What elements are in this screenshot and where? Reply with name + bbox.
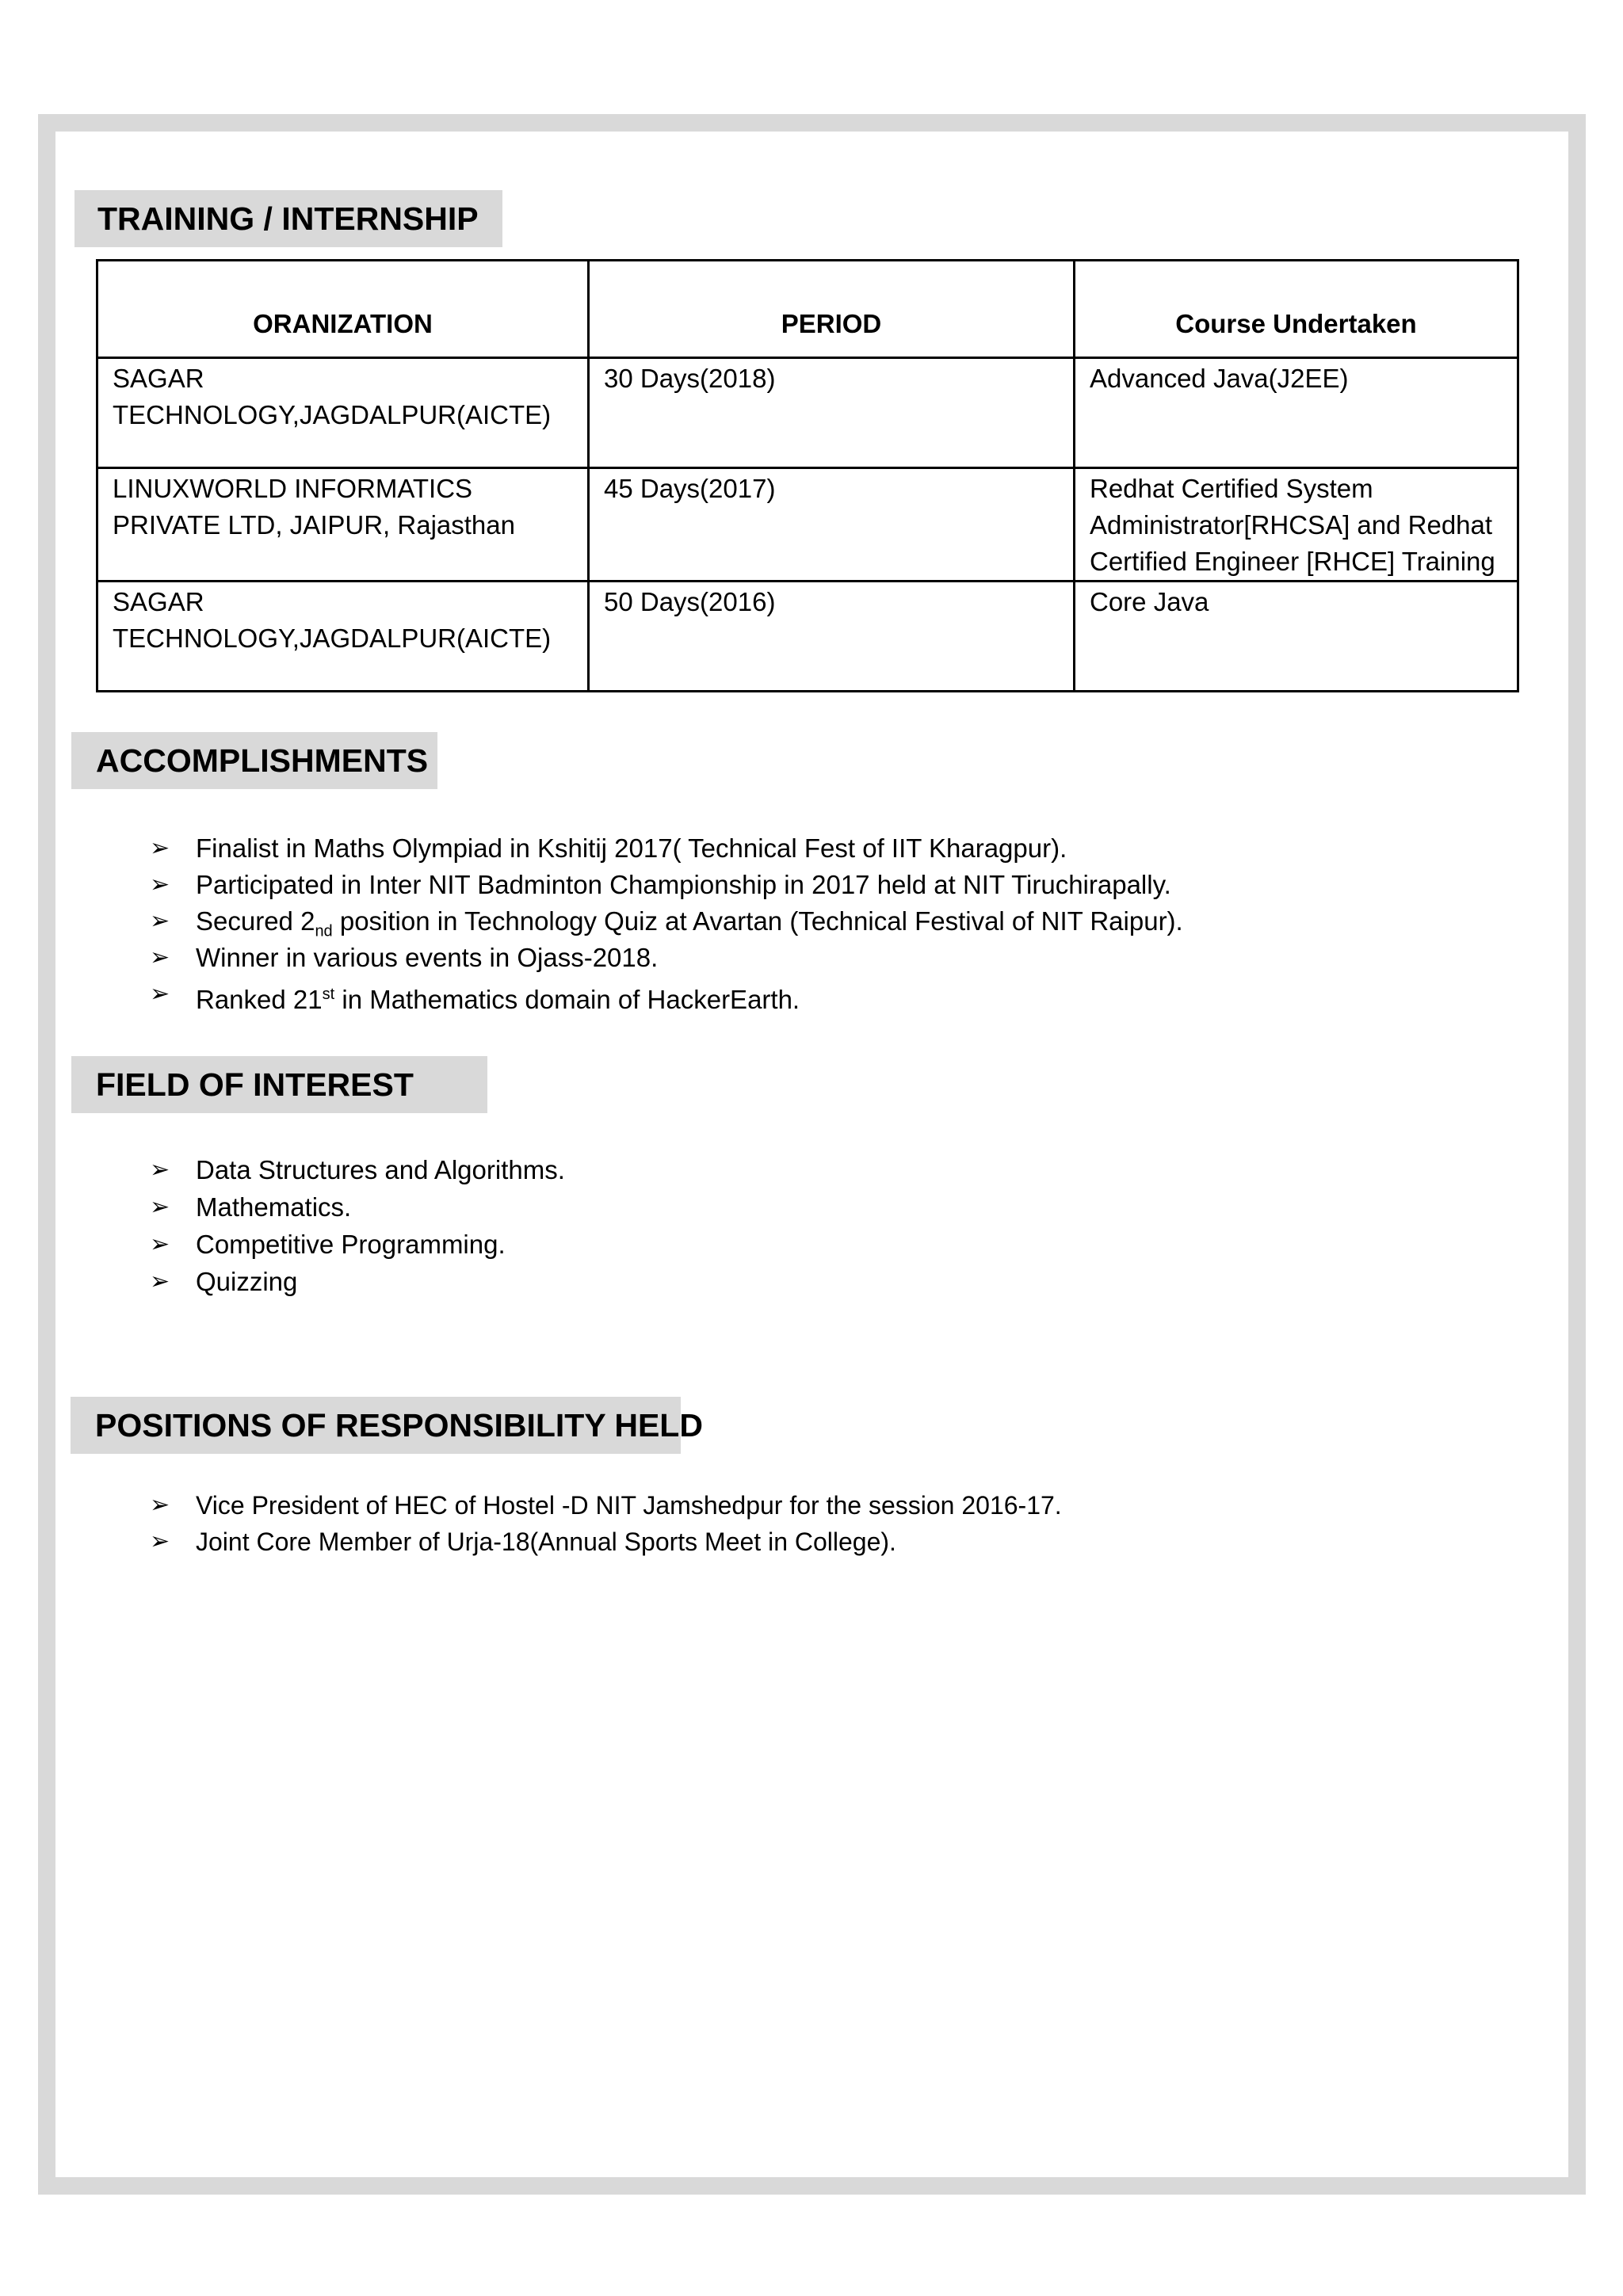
list-item <box>150 1263 565 1300</box>
list-item-text-post: in Mathematics domain of HackerEarth. <box>334 985 800 1014</box>
list-item-text: Finalist in Maths Olympiad in Kshitij 2017( Technical Fest of IIT Kharagpur). <box>196 833 1067 863</box>
arrow-bullet-icon: ➢ <box>150 1231 170 1257</box>
list-item-text: Joint Core Member of Urja-18(Annual Sports Meet in College). <box>196 1527 896 1556</box>
cell-course: Redhat Certified System Administrator[RHCSA] and Redhat Certified Engineer [RHCE] Training <box>1075 468 1518 582</box>
arrow-bullet-icon: ➢ <box>150 871 170 898</box>
list-item <box>150 1188 565 1226</box>
list-item <box>150 940 1183 976</box>
table-row <box>97 358 1518 468</box>
cell-course: Core Java <box>1075 582 1518 692</box>
section-title-positions: POSITIONS OF RESPONSIBILITY HELD <box>71 1397 681 1454</box>
list-item <box>150 867 1183 903</box>
list-item-text-pre: Secured 2 <box>196 906 315 936</box>
arrow-bullet-icon: ➢ <box>150 1528 170 1554</box>
list-item-text: Data Structures and Algorithms. <box>196 1155 565 1184</box>
list-item-text: Quizzing <box>196 1267 298 1296</box>
arrow-bullet-icon: ➢ <box>150 944 170 971</box>
list-item-text: Competitive Programming. <box>196 1230 506 1259</box>
accomplishments-list <box>150 830 1183 1013</box>
cell-period: 50 Days(2016) <box>589 582 1075 692</box>
ordinal-suffix: nd <box>315 922 333 940</box>
header-period: PERIOD <box>589 261 1075 358</box>
list-item-text: Vice President of HEC of Hostel -D NIT Jamshedpur for the session 2016-17. <box>196 1491 1062 1520</box>
list-item-text: Participated in Inter NIT Badminton Championship in 2017 held at NIT Tiruchirapally. <box>196 870 1171 899</box>
arrow-bullet-icon: ➢ <box>150 908 170 934</box>
table-row <box>97 468 1518 582</box>
arrow-bullet-icon: ➢ <box>150 1268 170 1295</box>
table-header-row <box>97 261 1518 358</box>
cell-organization: SAGAR TECHNOLOGY,JAGDALPUR(AICTE) <box>97 358 589 468</box>
training-table <box>96 259 1519 692</box>
arrow-bullet-icon: ➢ <box>150 1194 170 1220</box>
interest-list <box>150 1151 565 1300</box>
section-title-training: TRAINING / INTERNSHIP <box>74 190 502 247</box>
section-title-field-of-interest: FIELD OF INTEREST <box>71 1056 487 1113</box>
list-item <box>150 903 1183 940</box>
header-course: Course Undertaken <box>1075 261 1518 358</box>
arrow-bullet-icon: ➢ <box>150 981 170 1007</box>
cell-organization: SAGAR TECHNOLOGY,JAGDALPUR(AICTE) <box>97 582 589 692</box>
cell-course: Advanced Java(J2EE) <box>1075 358 1518 468</box>
list-item-text-post: position in Technology Quiz at Avartan (Technical Festival of NIT Raipur). <box>332 906 1183 936</box>
positions-list <box>150 1487 1062 1560</box>
header-organization: ORANIZATION <box>97 261 589 358</box>
section-title-accomplishments: ACCOMPLISHMENTS <box>71 732 437 789</box>
list-item <box>150 976 1183 1013</box>
ordinal-suffix: st <box>322 986 335 1003</box>
arrow-bullet-icon: ➢ <box>150 1157 170 1183</box>
cell-period: 45 Days(2017) <box>589 468 1075 582</box>
list-item <box>150 1226 565 1263</box>
list-item-text: Mathematics. <box>196 1192 352 1222</box>
list-item <box>150 1524 1062 1560</box>
arrow-bullet-icon: ➢ <box>150 835 170 861</box>
table-row <box>97 582 1518 692</box>
list-item-text: Winner in various events in Ojass-2018. <box>196 943 659 972</box>
list-item <box>150 1487 1062 1524</box>
cell-organization: LINUXWORLD INFORMATICS PRIVATE LTD, JAIPUR, Rajasthan <box>97 468 589 582</box>
cell-period: 30 Days(2018) <box>589 358 1075 468</box>
list-item <box>150 830 1183 867</box>
list-item <box>150 1151 565 1188</box>
arrow-bullet-icon: ➢ <box>150 1492 170 1518</box>
list-item-text-pre: Ranked 21 <box>196 985 323 1014</box>
